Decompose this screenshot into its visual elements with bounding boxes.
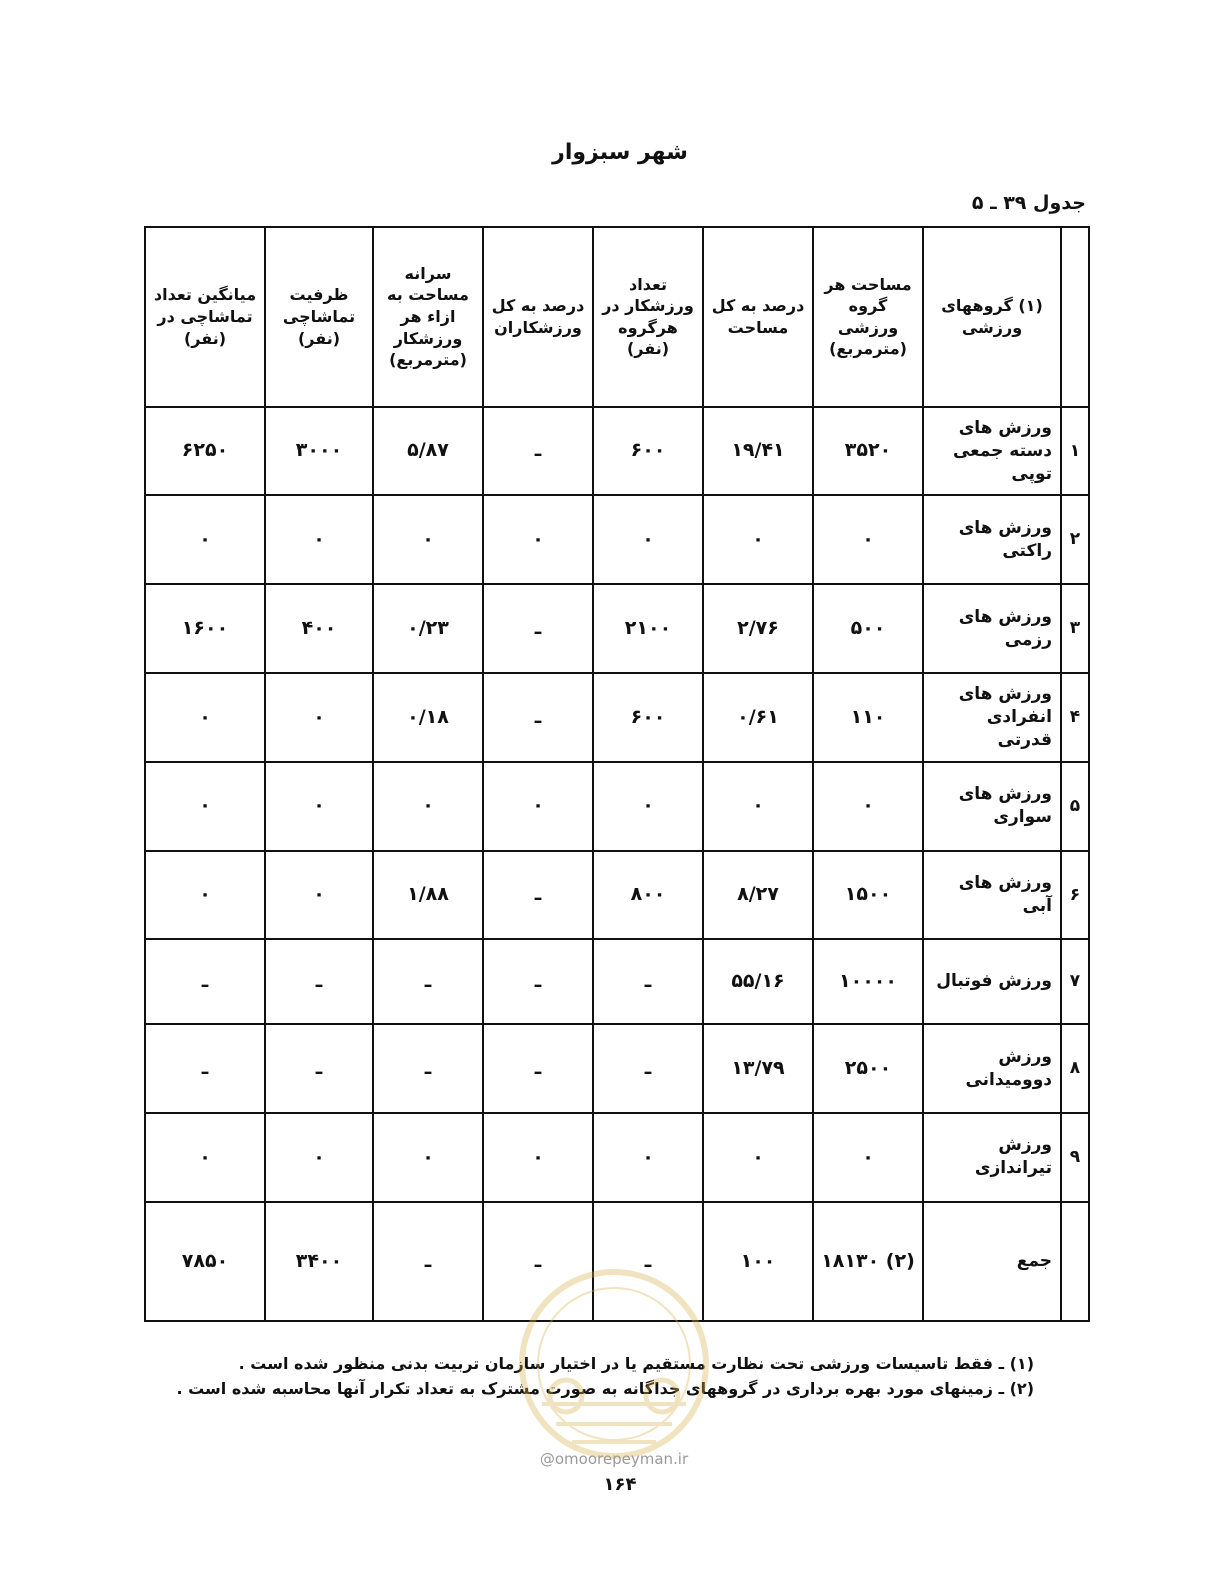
cell-area: ۰	[813, 495, 923, 584]
cell-capacity: ۳۰۰۰	[265, 407, 373, 496]
cell-area: ۱۱۰	[813, 673, 923, 762]
cell-athletes-pct: ۰	[483, 762, 593, 851]
cell-avg-spectators: ۰	[145, 1113, 265, 1202]
watermark-logo-icon	[496, 1264, 732, 1464]
cell-group: ورزش های دسته جمعی توپی	[923, 407, 1061, 496]
cell-area: ۳۵۲۰	[813, 407, 923, 496]
page-title: شهر سبزوار	[552, 140, 688, 165]
table-row	[145, 939, 1089, 1024]
cell-capacity: ۰	[265, 762, 373, 851]
cell-per-capita: ۰	[373, 1113, 483, 1202]
page-number: ۱۶۴	[603, 1474, 637, 1495]
cell-capacity: ۳۴۰۰	[265, 1202, 373, 1321]
cell-index	[1061, 1202, 1089, 1321]
cell-area-pct: ۱۳/۷۹	[703, 1024, 813, 1113]
cell-athletes-pct: ۰	[483, 1113, 593, 1202]
cell-area-pct: ۰	[703, 495, 813, 584]
table-row	[145, 673, 1089, 762]
cell-athletes: ـ	[593, 939, 703, 1024]
header-per-capita: سرانه مساحت به ازاء هر ورزشکار (مترمربع)	[373, 227, 483, 407]
cell-index: ۶	[1061, 851, 1089, 940]
cell-athletes: ۸۰۰	[593, 851, 703, 940]
header-capacity: ظرفیت تماشاچی (نفر)	[265, 227, 373, 407]
cell-per-capita: ـ	[373, 1202, 483, 1321]
cell-capacity: ـ	[265, 939, 373, 1024]
cell-index: ۷	[1061, 939, 1089, 1024]
cell-index: ۳	[1061, 584, 1089, 673]
cell-avg-spectators: ۱۶۰۰	[145, 584, 265, 673]
cell-athletes: ـ	[593, 1202, 703, 1321]
cell-group: ورزش های راکتی	[923, 495, 1061, 584]
header-group: (۱) گروههای ورزشی	[923, 227, 1061, 407]
cell-avg-spectators: ۷۸۵۰	[145, 1202, 265, 1321]
cell-athletes-pct: ـ	[483, 1202, 593, 1321]
cell-area: (۲) ۱۸۱۳۰	[813, 1202, 923, 1321]
header-avg-spectators: میانگین تعداد تماشاچی در (نفر)	[145, 227, 265, 407]
cell-area: ۰	[813, 1113, 923, 1202]
cell-athletes-pct: ـ	[483, 584, 593, 673]
cell-avg-spectators: ۰	[145, 495, 265, 584]
cell-athletes: ۶۰۰	[593, 673, 703, 762]
cell-area: ۲۵۰۰	[813, 1024, 923, 1113]
cell-avg-spectators: ۰	[145, 851, 265, 940]
cell-per-capita: ۰/۲۳	[373, 584, 483, 673]
cell-athletes: ۰	[593, 762, 703, 851]
cell-athletes-pct: ـ	[483, 1024, 593, 1113]
header-area: مساحت هر گروه ورزشی (مترمربع)	[813, 227, 923, 407]
table-header-row	[145, 227, 1089, 407]
table-row	[145, 407, 1089, 496]
table-row	[145, 584, 1089, 673]
cell-athletes-pct: ۰	[483, 495, 593, 584]
cell-per-capita: ـ	[373, 1024, 483, 1113]
cell-per-capita: ـ	[373, 939, 483, 1024]
cell-index: ۲	[1061, 495, 1089, 584]
table-row	[145, 1113, 1089, 1202]
cell-athletes-pct: ـ	[483, 673, 593, 762]
cell-capacity: ۰	[265, 673, 373, 762]
cell-group: ورزش فوتبال	[923, 939, 1061, 1024]
cell-index: ۵	[1061, 762, 1089, 851]
cell-index: ۱	[1061, 407, 1089, 496]
watermark-text: @omoorepeyman.ir	[539, 1450, 689, 1468]
cell-group: جمع	[923, 1202, 1061, 1321]
cell-avg-spectators: ـ	[145, 1024, 265, 1113]
table-row	[145, 762, 1089, 851]
cell-athletes: ـ	[593, 1024, 703, 1113]
cell-capacity: ـ	[265, 1024, 373, 1113]
cell-athletes-pct: ـ	[483, 939, 593, 1024]
cell-group: ورزش های سواری	[923, 762, 1061, 851]
cell-per-capita: ۰	[373, 762, 483, 851]
table-row	[145, 495, 1089, 584]
cell-group: ورزش تیراندازی	[923, 1113, 1061, 1202]
cell-athletes-pct: ـ	[483, 851, 593, 940]
table-row	[145, 851, 1089, 940]
cell-area: ۱۰۰۰۰	[813, 939, 923, 1024]
cell-area-pct: ۰/۶۱	[703, 673, 813, 762]
cell-athletes: ۲۱۰۰	[593, 584, 703, 673]
cell-area-pct: ۲/۷۶	[703, 584, 813, 673]
header-area-pct: درصد به کل مساحت	[703, 227, 813, 407]
cell-area: ۱۵۰۰	[813, 851, 923, 940]
table-label: جدول ۳۹ ـ ۵	[971, 192, 1086, 214]
cell-athletes: ۶۰۰	[593, 407, 703, 496]
cell-avg-spectators: ـ	[145, 939, 265, 1024]
cell-area-pct: ۱۹/۴۱	[703, 407, 813, 496]
cell-area-pct: ۸/۲۷	[703, 851, 813, 940]
cell-athletes: ۰	[593, 1113, 703, 1202]
cell-avg-spectators: ۰	[145, 673, 265, 762]
footnote-2: (۲) ـ زمینهای مورد بهره برداری در گروههای جداگانه به صورت مشترک به تعداد تکرار آنها محاسبه شده است .	[176, 1378, 1034, 1398]
table-row	[145, 1024, 1089, 1113]
cell-area-pct: ۰	[703, 762, 813, 851]
sports-table	[144, 226, 1090, 1322]
cell-group: ورزش دوومیدانی	[923, 1024, 1061, 1113]
cell-avg-spectators: ۶۲۵۰	[145, 407, 265, 496]
cell-athletes: ۰	[593, 495, 703, 584]
cell-capacity: ۴۰۰	[265, 584, 373, 673]
cell-index: ۴	[1061, 673, 1089, 762]
cell-capacity: ۰	[265, 851, 373, 940]
footnote-1: (۱) ـ فقط تاسیسات ورزشی تحت نظارت مستقیم یا در اختیار سازمان تربیت بدنی منظور شده است .	[238, 1354, 1034, 1373]
cell-area: ۰	[813, 762, 923, 851]
cell-area-pct: ۰	[703, 1113, 813, 1202]
cell-group: ورزش های رزمی	[923, 584, 1061, 673]
cell-per-capita: ۱/۸۸	[373, 851, 483, 940]
header-athletes-pct: درصد به کل ورزشکاران	[483, 227, 593, 407]
cell-area-pct: ۱۰۰	[703, 1202, 813, 1321]
cell-index: ۹	[1061, 1113, 1089, 1202]
header-index	[1061, 227, 1089, 407]
cell-group: ورزش های انفرادی قدرتی	[923, 673, 1061, 762]
cell-capacity: ۰	[265, 495, 373, 584]
cell-avg-spectators: ۰	[145, 762, 265, 851]
cell-area-pct: ۵۵/۱۶	[703, 939, 813, 1024]
cell-index: ۸	[1061, 1024, 1089, 1113]
cell-group: ورزش های آبی	[923, 851, 1061, 940]
header-athletes: تعداد ورزشکار در هرگروه (نفر)	[593, 227, 703, 407]
cell-athletes-pct: ـ	[483, 407, 593, 496]
cell-area: ۵۰۰	[813, 584, 923, 673]
cell-capacity: ۰	[265, 1113, 373, 1202]
cell-per-capita: ۰/۱۸	[373, 673, 483, 762]
cell-per-capita: ۰	[373, 495, 483, 584]
cell-per-capita: ۵/۸۷	[373, 407, 483, 496]
